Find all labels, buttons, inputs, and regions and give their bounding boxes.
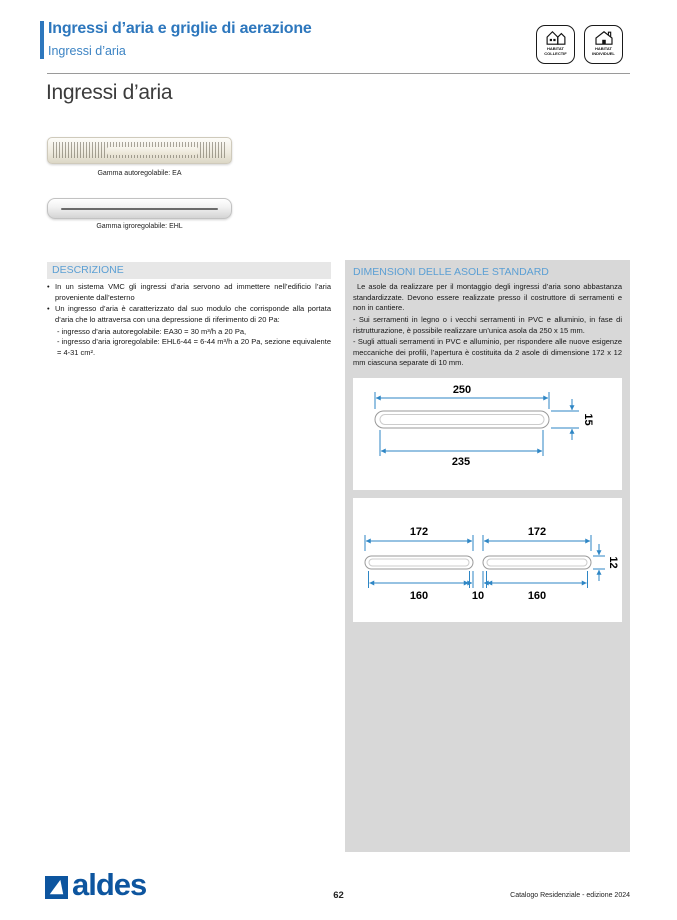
single-slot-drawing (353, 378, 622, 490)
description-subitem-2: - ingresso d’aria igroregolabile: EHL6-44 = 6-44 m³/h a 20 Pa, sezione equivalente = 4-31 cm². (57, 337, 331, 357)
dim-label-inner: 235 (451, 456, 471, 469)
dim-label-outer: 250 (452, 384, 472, 397)
double-slot-drawing-box (353, 498, 622, 622)
ehl-slot-line (61, 208, 218, 210)
dim-ext-lines-bottom (369, 571, 588, 588)
slot-shape-left (365, 556, 473, 569)
dim-label-height: 12 (607, 556, 619, 569)
badge-habitat-individuel (584, 25, 623, 64)
header-divider (47, 73, 630, 74)
panel-paragraph-2: - Sui serramenti in legno o i vecchi serramenti in PVC e alluminio, in fase di ristrutturazione, è possibile realizzare un’unica asola da 250 x 15 mm. (353, 314, 622, 335)
dim-ext-lines-bottom (380, 430, 543, 456)
dim-ext-lines-right (551, 411, 579, 428)
description-heading: DESCRIZIONE (47, 262, 331, 279)
description-bullet-1: • In un sistema VMC gli ingressi d’aria servono ad immettere nell’edificio l’aria proveniente dall’esterno (47, 282, 331, 303)
dimensions-panel (345, 260, 630, 852)
aldes-logo-text: aldes (72, 867, 147, 902)
badge-collectif-line1: HABITAT (547, 46, 564, 51)
caption-ea: Gamma autoregolabile: EA (97, 170, 182, 177)
grille-smooth-band (107, 147, 199, 156)
description-body (47, 282, 331, 358)
single-slot-drawing-box (353, 378, 622, 490)
habitat-collectif-icon (544, 30, 568, 46)
doc-title: Ingressi d’aria e griglie di aerazione (48, 20, 312, 37)
section-title: Ingressi d’aria (46, 81, 173, 104)
dim-label-height: 15 (582, 413, 594, 426)
panel-paragraph-3: - Sugli attuali serramenti in PVC e alluminio, per rispondere alle nuove esigenze meccaniche dei profili, l’apertura è costituita da 2 asole di dimensione 172 x 12 mm ciascuna separate di 10 mm. (353, 337, 622, 368)
badge-individuel-line1: HABITAT (595, 46, 612, 51)
dim-ext-lines-right (593, 556, 605, 569)
slot-shape (375, 411, 549, 428)
double-slot-drawing (353, 498, 622, 622)
dim-ext-lines-top (365, 535, 591, 551)
panel-paragraph-1: Le asole da realizzare per il montaggio degli ingressi d’aria sono abbastanza standardizzate. Devono essere realizzate presso il costruttore di serramenti e non in cantiere. (353, 282, 622, 313)
doc-subtitle: Ingressi d’aria (48, 44, 126, 58)
panel-heading: DIMENSIONI DELLE ASOLE STANDARD (353, 266, 549, 278)
accent-bar (40, 21, 44, 59)
dim-label-right-inner: 160 (527, 590, 547, 603)
badge-collectif-line2: COLLECTIF (544, 50, 567, 56)
description-subitem-1: - ingresso d’aria autoregolabile: EA30 = 30 m³/h a 20 Pa, (57, 326, 247, 336)
slot-shape-right (483, 556, 591, 569)
edition-text: Catalogo Residenziale - edizione 2024 (510, 892, 630, 899)
caption-ehl: Gamma igroregolabile: EHL (96, 223, 183, 230)
product-image-ea (47, 137, 232, 164)
habitat-individuel-icon (592, 30, 616, 46)
dim-label-right-outer: 172 (527, 526, 547, 539)
product-image-ehl (47, 198, 232, 219)
badge-collectif-label (544, 47, 566, 57)
dim-label-left-outer: 172 (409, 526, 429, 539)
badge-individuel-line2: INDIVIDUEL (592, 50, 615, 56)
badge-habitat-collectif (536, 25, 575, 64)
badge-individuel-label (592, 47, 615, 57)
page-number: 62 (333, 890, 344, 901)
dim-label-left-inner: 160 (409, 590, 429, 603)
description-bullet-2: • Un ingresso d’aria è caratterizzato dal suo modulo che corrisponde alla portata d’aria che lo attraversa con una depressione di riferimento di 20 Pa: (47, 304, 331, 325)
dim-label-gap: 10 (471, 590, 485, 603)
